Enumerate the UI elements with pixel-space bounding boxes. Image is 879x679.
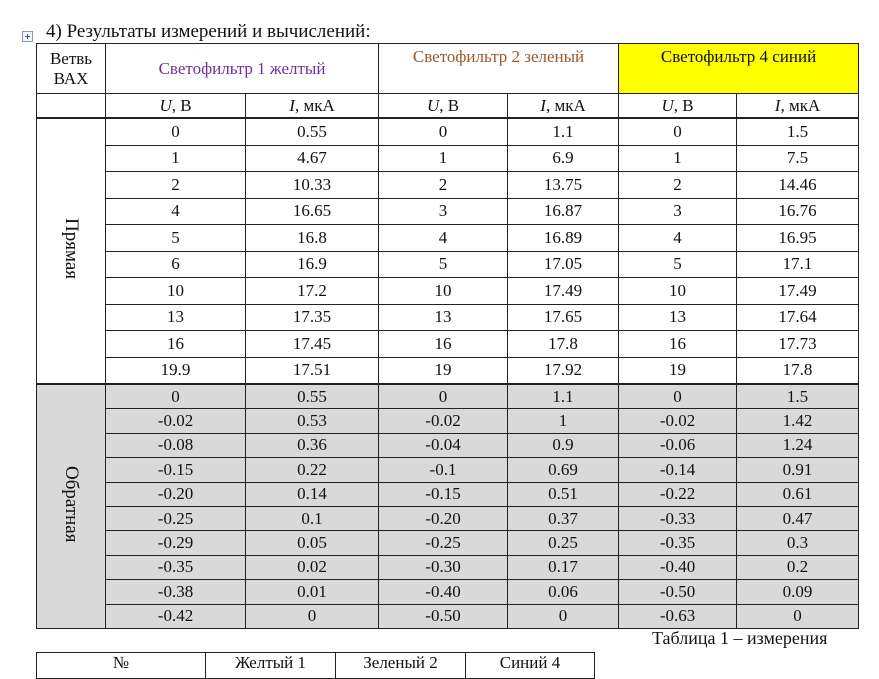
table-cell: -0.33: [619, 506, 737, 530]
reverse-branch-label-text: Обратная: [61, 465, 82, 543]
table-cell: 4: [106, 198, 246, 225]
table-cell: 16: [379, 331, 508, 358]
table-cell: 0.9: [508, 433, 619, 457]
table-cell: 17.8: [737, 357, 859, 384]
col-i-header: [508, 94, 619, 118]
table-cell: 1: [106, 145, 246, 172]
table-cell: 16.8: [246, 225, 379, 252]
table-row: [37, 119, 859, 146]
table-cell: -0.04: [379, 433, 508, 457]
table-cell: 17.51: [246, 357, 379, 384]
table-move-handle-icon[interactable]: [22, 31, 33, 42]
u-unit: , В: [171, 95, 192, 115]
section-heading: 4) Результаты измерений и вычислений:: [46, 21, 371, 42]
table-row: [37, 331, 859, 358]
header-row-units: [37, 94, 859, 118]
header-row-filters: [37, 44, 859, 94]
table-row: [37, 506, 859, 530]
table-cell: -0.25: [106, 506, 246, 530]
table-cell: 0.61: [737, 482, 859, 506]
table-cell: 17.2: [246, 278, 379, 305]
table-caption: Таблица 1 – измерения: [652, 628, 828, 648]
table-cell: 4.67: [246, 145, 379, 172]
table-cell: 0.91: [737, 458, 859, 482]
table-cell: -0.35: [106, 555, 246, 579]
table-cell: 0.69: [508, 458, 619, 482]
u-unit: , В: [439, 95, 460, 115]
table-cell: -0.15: [379, 482, 508, 506]
table-cell: 0.25: [508, 531, 619, 555]
table-cell: 10: [379, 278, 508, 305]
table-cell: 17.65: [508, 304, 619, 331]
table-cell: 16.76: [737, 198, 859, 225]
second-table-cell: Зеленый 2: [336, 653, 466, 679]
col-u-header: [379, 94, 508, 118]
i-symbol: I: [289, 95, 295, 115]
table-cell: 0: [246, 604, 379, 628]
table-row: [37, 225, 859, 252]
second-table-cell: №: [37, 653, 206, 679]
table-cell: 0: [379, 385, 508, 409]
table-cell: -0.42: [106, 604, 246, 628]
table-cell: 1: [619, 145, 737, 172]
table-cell: 0.1: [246, 506, 379, 530]
filter-4-header: Светофильтр 4 синий: [619, 44, 859, 94]
table-cell: 0.3: [737, 531, 859, 555]
branch-header-line2: ВАХ: [53, 68, 89, 88]
forward-branch-body: [37, 119, 859, 384]
table-cell: 2: [379, 172, 508, 199]
table-cell: 16: [106, 331, 246, 358]
table-cell: 16.89: [508, 225, 619, 252]
table-row: [37, 198, 859, 225]
table-row: [37, 482, 859, 506]
table-cell: -0.14: [619, 458, 737, 482]
table-cell: -0.02: [106, 409, 246, 433]
table-cell: 0.36: [246, 433, 379, 457]
table-cell: 14.46: [737, 172, 859, 199]
table-cell: 0.37: [508, 506, 619, 530]
table-cell: 0.01: [246, 580, 379, 604]
table-cell: -0.35: [619, 531, 737, 555]
table-cell: -0.02: [619, 409, 737, 433]
table-cell: 0: [106, 119, 246, 146]
table-cell: 19: [619, 357, 737, 384]
table-cell: 17.05: [508, 251, 619, 278]
table-cell: 16.65: [246, 198, 379, 225]
i-unit: , мкА: [294, 95, 335, 115]
table-cell: 13: [106, 304, 246, 331]
table-cell: -0.40: [619, 555, 737, 579]
table-cell: 17.73: [737, 331, 859, 358]
second-table-top: [36, 652, 595, 679]
table-cell: 6.9: [508, 145, 619, 172]
u-symbol: U: [426, 95, 440, 115]
table-cell: 1.5: [737, 385, 859, 409]
forward-branch-label: [37, 119, 106, 384]
table-cell: 17.64: [737, 304, 859, 331]
table-cell: 1.24: [737, 433, 859, 457]
table-row: [37, 357, 859, 384]
table-cell: 13: [379, 304, 508, 331]
table-cell: 17.8: [508, 331, 619, 358]
reverse-branch-body: [37, 385, 859, 629]
col-u-header: [619, 94, 737, 118]
table-row: [37, 458, 859, 482]
table-row: [37, 251, 859, 278]
table-cell: 0: [619, 119, 737, 146]
i-symbol: I: [540, 95, 546, 115]
i-symbol: I: [774, 95, 781, 115]
table-cell: 16.9: [246, 251, 379, 278]
table-row: [37, 145, 859, 172]
table-cell: -0.20: [379, 506, 508, 530]
table-row: [37, 531, 859, 555]
table-row: [37, 385, 859, 409]
second-table-cell: Синий 4: [466, 653, 595, 679]
table-cell: 4: [619, 225, 737, 252]
table-cell: 16.95: [737, 225, 859, 252]
table-cell: 0.55: [246, 119, 379, 146]
table-row: [37, 278, 859, 305]
branch-header-line1: Ветвь: [49, 48, 93, 68]
reverse-branch-label: [37, 385, 106, 629]
table-cell: 5: [619, 251, 737, 278]
table-cell: 0.09: [737, 580, 859, 604]
table-cell: -0.25: [379, 531, 508, 555]
table-cell: 10.33: [246, 172, 379, 199]
table-row: [37, 604, 859, 628]
table-cell: 0.51: [508, 482, 619, 506]
table-cell: 0.14: [246, 482, 379, 506]
table-cell: -0.29: [106, 531, 246, 555]
table-cell: 17.1: [737, 251, 859, 278]
table-cell: -0.06: [619, 433, 737, 457]
table-cell: 0.17: [508, 555, 619, 579]
measurements-table: [36, 43, 859, 629]
u-unit: , В: [673, 95, 694, 115]
table-cell: 17.49: [508, 278, 619, 305]
col-u-header: [106, 94, 246, 118]
table-cell: 0.2: [737, 555, 859, 579]
table-cell: 2: [619, 172, 737, 199]
table-cell: 10: [106, 278, 246, 305]
table-row: [37, 555, 859, 579]
table-cell: -0.40: [379, 580, 508, 604]
table-cell: -0.63: [619, 604, 737, 628]
table-cell: 1.42: [737, 409, 859, 433]
table-row: [37, 172, 859, 199]
table-cell: 7.5: [737, 145, 859, 172]
table-cell: 0: [737, 604, 859, 628]
table-cell: -0.02: [379, 409, 508, 433]
col-i-header: [246, 94, 379, 118]
table-cell: 5: [379, 251, 508, 278]
u-symbol: U: [661, 95, 674, 115]
table-cell: 1.1: [508, 119, 619, 146]
table-cell: 0: [379, 119, 508, 146]
table-cell: -0.50: [619, 580, 737, 604]
table-row: [37, 433, 859, 457]
table-cell: -0.20: [106, 482, 246, 506]
table-cell: -0.22: [619, 482, 737, 506]
forward-branch-label-text: Прямая: [61, 217, 82, 280]
table-row: [37, 304, 859, 331]
branch-header-cell: [37, 44, 106, 94]
table-cell: 16.87: [508, 198, 619, 225]
table-cell: 13: [619, 304, 737, 331]
table-cell: 19: [379, 357, 508, 384]
table-cell: 4: [379, 225, 508, 252]
table-cell: 17.35: [246, 304, 379, 331]
table-cell: -0.08: [106, 433, 246, 457]
u-symbol: U: [159, 95, 172, 115]
table-cell: -0.30: [379, 555, 508, 579]
table-cell: 10: [619, 278, 737, 305]
i-unit: , мкА: [780, 95, 821, 115]
table-cell: 3: [619, 198, 737, 225]
table-cell: -0.38: [106, 580, 246, 604]
table-cell: -0.15: [106, 458, 246, 482]
filter-2-header: Светофильтр 2 зеленый: [379, 44, 619, 94]
i-unit: , мкА: [545, 95, 586, 115]
table-cell: 1: [379, 145, 508, 172]
table-cell: 17.92: [508, 357, 619, 384]
table-cell: 1: [508, 409, 619, 433]
table-cell: 0: [619, 385, 737, 409]
table-cell: 0: [508, 604, 619, 628]
table-row: [37, 580, 859, 604]
table-cell: 5: [106, 225, 246, 252]
table-cell: 2: [106, 172, 246, 199]
table-cell: 0.55: [246, 385, 379, 409]
table-cell: 0.05: [246, 531, 379, 555]
second-table-header-row: [37, 653, 595, 679]
table-cell: 1.5: [737, 119, 859, 146]
table-row: [37, 409, 859, 433]
table-cell: 3: [379, 198, 508, 225]
table-cell: 0.06: [508, 580, 619, 604]
table-cell: 13.75: [508, 172, 619, 199]
table-cell: 0.22: [246, 458, 379, 482]
table-cell: 0.47: [737, 506, 859, 530]
table-cell: 19.9: [106, 357, 246, 384]
table-cell: 17.45: [246, 331, 379, 358]
table-cell: 6: [106, 251, 246, 278]
table-cell: 1.1: [508, 385, 619, 409]
table-cell: 0.02: [246, 555, 379, 579]
table-cell: 17.49: [737, 278, 859, 305]
table-cell: 0.53: [246, 409, 379, 433]
second-table-cell: Желтый 1: [206, 653, 336, 679]
filter-1-header: Светофильтр 1 желтый: [106, 44, 379, 94]
table-cell: 0: [106, 385, 246, 409]
table-cell: -0.1: [379, 458, 508, 482]
table-cell: -0.50: [379, 604, 508, 628]
table-cell: 16: [619, 331, 737, 358]
empty-header-cell: [37, 94, 106, 118]
col-i-header: [737, 94, 859, 118]
